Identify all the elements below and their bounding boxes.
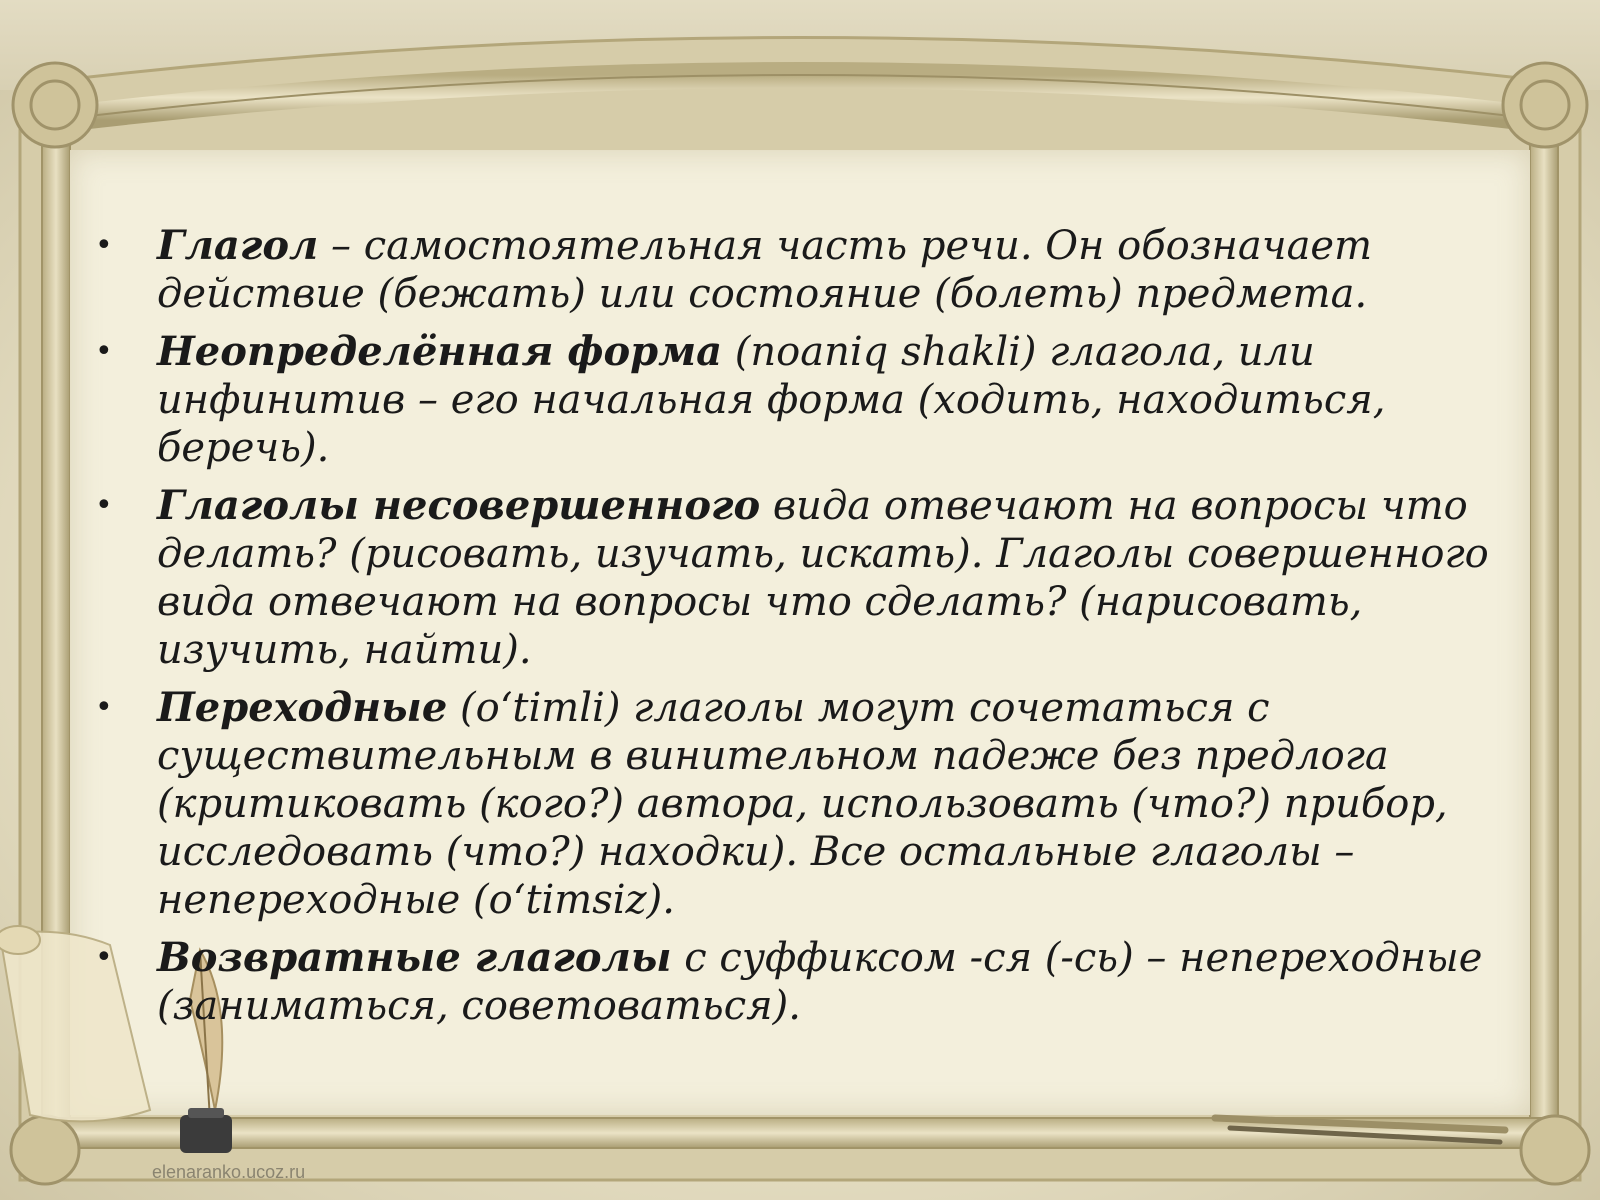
definition-text: (noaniq shakli) глагола, или инфинитив – его начальная форма (ходить, находиться, беречь). xyxy=(157,329,1386,471)
slide-content xyxy=(95,222,1525,1040)
definition-text: (o‘timli) глаголы могут сочетаться с существительным в винительном падеже без предлога (критиковать (кого?) автора, использовать (что?) прибор, исследовать (что?) находки). Все остальные глаголы – непереходные (o‘timsiz). xyxy=(157,685,1448,923)
list-item xyxy=(95,482,1525,674)
definition-text: – самостоятельная часть речи. Он обозначает действие (бежать) или состояние (болеть) предмета. xyxy=(157,223,1373,317)
bullet-icon: • xyxy=(95,690,113,725)
term-label: Глаголы несовершенного xyxy=(157,482,761,529)
bullet-icon: • xyxy=(95,334,113,369)
term-label: Переходные xyxy=(157,684,448,731)
bullet-icon: • xyxy=(95,940,113,975)
list-item xyxy=(95,222,1525,318)
term-label: Глагол xyxy=(157,222,319,269)
bullet-icon: • xyxy=(95,488,113,523)
list-item xyxy=(95,934,1525,1030)
list-item xyxy=(95,328,1525,472)
term-label: Возвратные глаголы xyxy=(157,934,672,981)
definition-text: вида отвечают на вопросы что делать? (рисовать, изучать, искать). Глаголы совершенного вида отвечают на вопросы что сделать? (нарисовать, изучить, найти). xyxy=(157,483,1489,673)
bullet-list xyxy=(95,222,1525,1030)
term-label: Неопределённая форма xyxy=(157,328,723,375)
bullet-icon: • xyxy=(95,228,113,263)
watermark-text: elenaranko.ucoz.ru xyxy=(152,1162,306,1182)
list-item xyxy=(95,684,1525,924)
definition-text: с суффиксом -ся (-сь) – непереходные (заниматься, советоваться). xyxy=(157,935,1483,1029)
